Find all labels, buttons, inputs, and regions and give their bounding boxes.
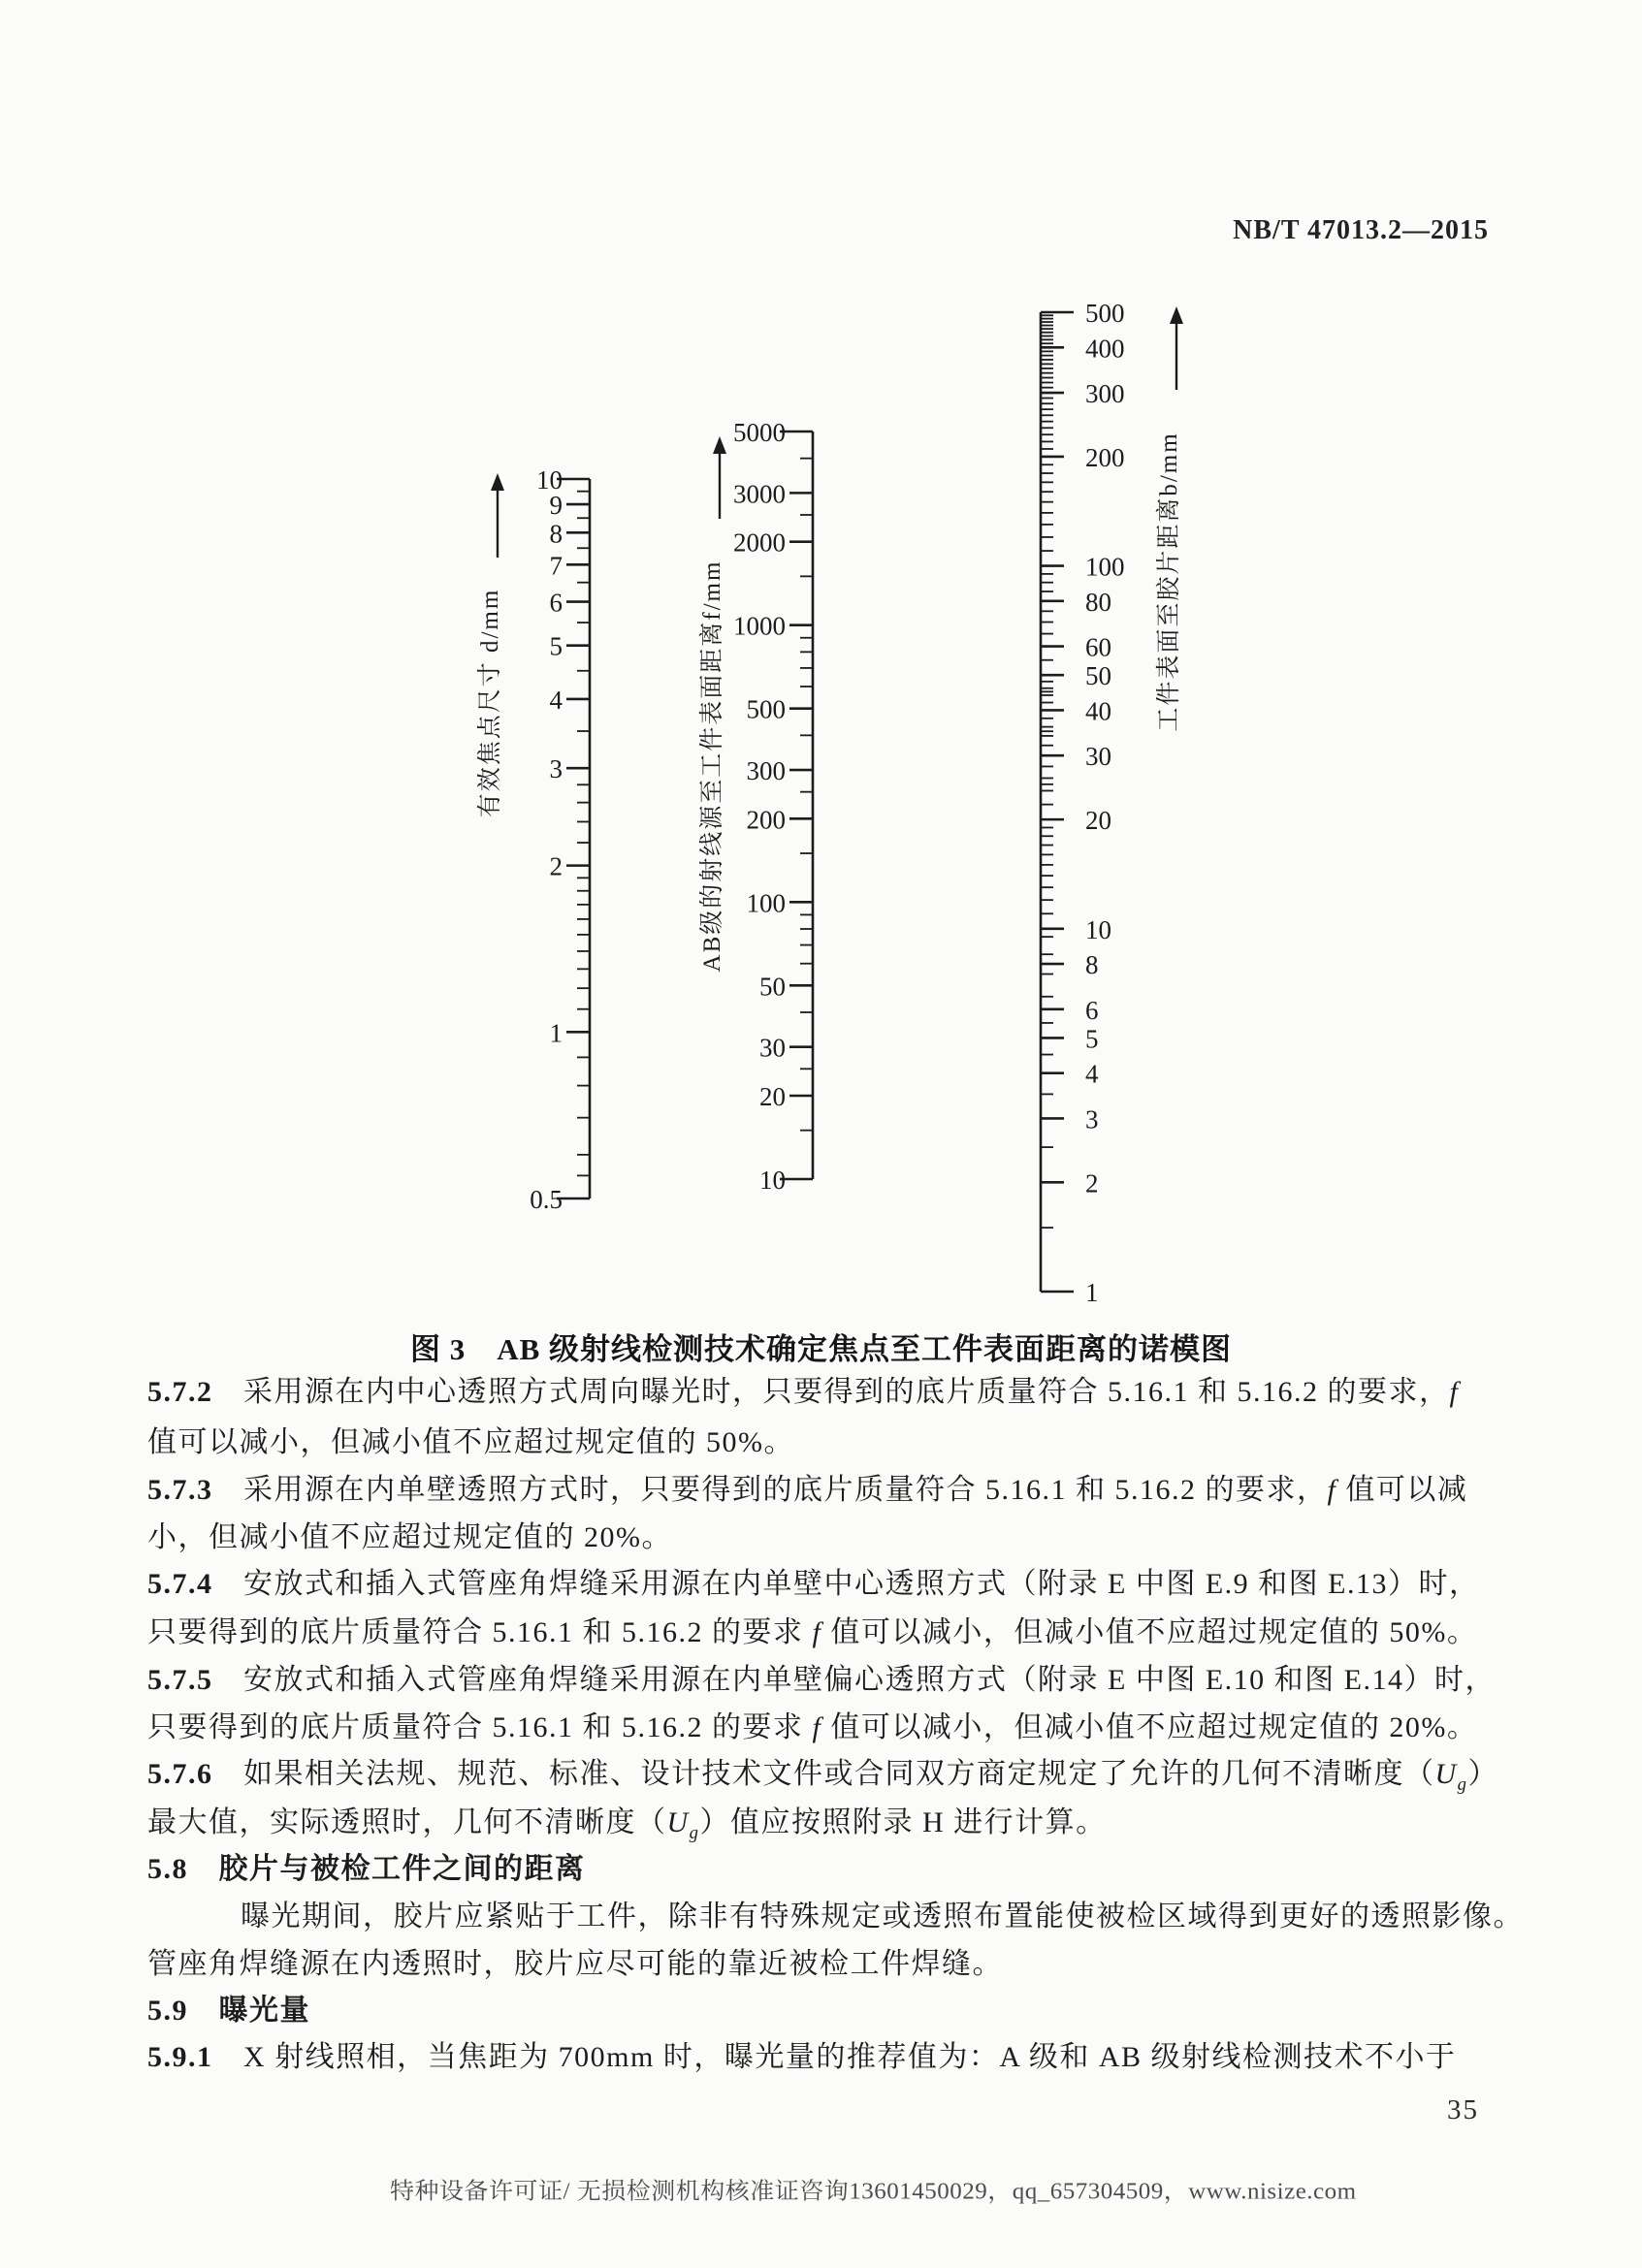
- svg-text:3: 3: [1085, 1104, 1099, 1134]
- svg-text:60: 60: [1085, 632, 1111, 662]
- svg-text:5: 5: [549, 631, 563, 661]
- axis-title-b: 工件表面至胶片距离b/mm: [1156, 431, 1182, 732]
- svg-text:3000: 3000: [733, 479, 786, 509]
- text-line: 5.8 胶片与被检工件之间的距离: [147, 1853, 586, 1885]
- text-line: 只要得到的底片质量符合 5.16.1 和 5.16.2 的要求 f 值可以减小，但减小值不应超过规定值的 50%。: [147, 1616, 1478, 1648]
- svg-text:10: 10: [759, 1166, 786, 1195]
- nomogram-scale-f: [698, 418, 813, 1195]
- text-line: 5.7.5 安放式和插入式管座角焊缝采用源在内单壁偏心透照方式（附录 E 中图 E.10 和图 E.14）时，: [147, 1664, 1496, 1696]
- svg-text:200: 200: [746, 805, 786, 835]
- svg-text:10: 10: [1085, 914, 1111, 944]
- axis-title-d: 有效焦点尺寸 d/mm: [477, 588, 503, 818]
- text-line: 5.9.1 X 射线照相，当焦距为 700mm 时，曝光量的推荐值为：A 级和 AB 级射线检测技术不小于: [147, 2041, 1457, 2073]
- svg-text:9: 9: [549, 491, 563, 521]
- svg-text:8: 8: [1085, 950, 1099, 980]
- svg-text:2000: 2000: [733, 527, 786, 558]
- svg-text:7: 7: [549, 551, 563, 581]
- text-line: 管座角焊缝源在内透照时，胶片应尽可能的靠近被检工件焊缝。: [147, 1948, 1003, 1980]
- svg-text:4: 4: [549, 685, 563, 715]
- axis-title-f: AB级的射线源至工件表面距离f/mm: [699, 559, 725, 973]
- svg-text:0.5: 0.5: [530, 1185, 563, 1214]
- text-line: 值可以减小，但减小值不应超过规定值的 50%。: [147, 1426, 794, 1458]
- svg-text:30: 30: [1085, 742, 1111, 772]
- svg-text:3: 3: [549, 754, 563, 784]
- text-line: 最大值，实际透照时，几何不清晰度$(U_g)$值应按照附录 H 进行计算。: [147, 1806, 1107, 1843]
- text-line: 只要得到的底片质量符合 5.16.1 和 5.16.2 的要求 f 值可以减小，但减小值不应超过规定值的 20%。: [147, 1711, 1478, 1743]
- svg-text:200: 200: [1085, 442, 1125, 472]
- text-line: 5.7.4 安放式和插入式管座角焊缝采用源在内单壁中心透照方式（附录 E 中图 E.9 和图 E.13）时，: [147, 1568, 1480, 1600]
- svg-text:100: 100: [746, 888, 786, 918]
- footer-watermark: 特种设备许可证/ 无损检测机构核准证咨询13601450029，qq_657304509，www.nisize.com: [390, 2179, 1357, 2205]
- svg-text:100: 100: [1085, 552, 1125, 582]
- nomogram-scale-b: [1041, 299, 1183, 1307]
- svg-text:400: 400: [1085, 334, 1125, 364]
- text-line: 5.7.6 如果相关法规、规范、标准、设计技术文件或合同双方商定规定了允许的几何不清晰度$(U_g)$: [147, 1758, 1498, 1795]
- text-line: 曝光期间，胶片应紧贴于工件，除非有特殊规定或透照布置能使被检区域得到更好的透照影像。: [241, 1901, 1524, 1933]
- svg-text:6: 6: [1085, 995, 1099, 1025]
- text-line: 5.7.3 采用源在内单壁透照方式时，只要得到的底片质量符合 5.16.1 和 5.16.2 的要求，f 值可以减: [147, 1474, 1468, 1506]
- page-number: 35: [1447, 2094, 1479, 2125]
- text-line: 小，但减小值不应超过规定值的 20%。: [147, 1521, 672, 1553]
- svg-text:50: 50: [759, 972, 786, 1002]
- svg-text:300: 300: [746, 756, 786, 786]
- nomogram-svg: [0, 175, 1642, 1493]
- svg-text:2: 2: [549, 851, 563, 881]
- nomogram-scale-d: [476, 465, 590, 1214]
- document-header-code: NB/T 47013.2—2015: [1233, 215, 1489, 245]
- text-line: 5.9 曝光量: [147, 1995, 310, 2027]
- svg-text:1000: 1000: [733, 611, 786, 641]
- svg-text:20: 20: [759, 1082, 786, 1112]
- text-line: 5.7.2 采用源在内中心透照方式周向曝光时，只要得到的底片质量符合 5.16.1 和 5.16.2 的要求，f: [147, 1376, 1460, 1408]
- svg-text:5000: 5000: [733, 418, 786, 447]
- figure-caption: 图 3 AB 级射线检测技术确定焦点至工件表面距离的诺模图: [409, 1332, 1233, 1366]
- svg-text:30: 30: [759, 1033, 786, 1063]
- svg-text:6: 6: [549, 588, 563, 618]
- svg-text:40: 40: [1085, 696, 1111, 726]
- svg-text:1: 1: [1085, 1278, 1099, 1307]
- svg-text:1: 1: [549, 1018, 563, 1048]
- svg-text:500: 500: [746, 694, 786, 724]
- nomogram-figure: [0, 175, 1642, 1319]
- svg-text:8: 8: [549, 519, 563, 549]
- svg-text:2: 2: [1085, 1168, 1099, 1198]
- svg-text:80: 80: [1085, 587, 1111, 617]
- svg-text:4: 4: [1085, 1059, 1099, 1089]
- svg-text:5: 5: [1085, 1024, 1099, 1054]
- svg-text:20: 20: [1085, 806, 1111, 836]
- svg-text:10: 10: [536, 465, 563, 495]
- svg-text:50: 50: [1085, 661, 1111, 691]
- svg-text:300: 300: [1085, 379, 1125, 409]
- svg-text:500: 500: [1085, 299, 1125, 328]
